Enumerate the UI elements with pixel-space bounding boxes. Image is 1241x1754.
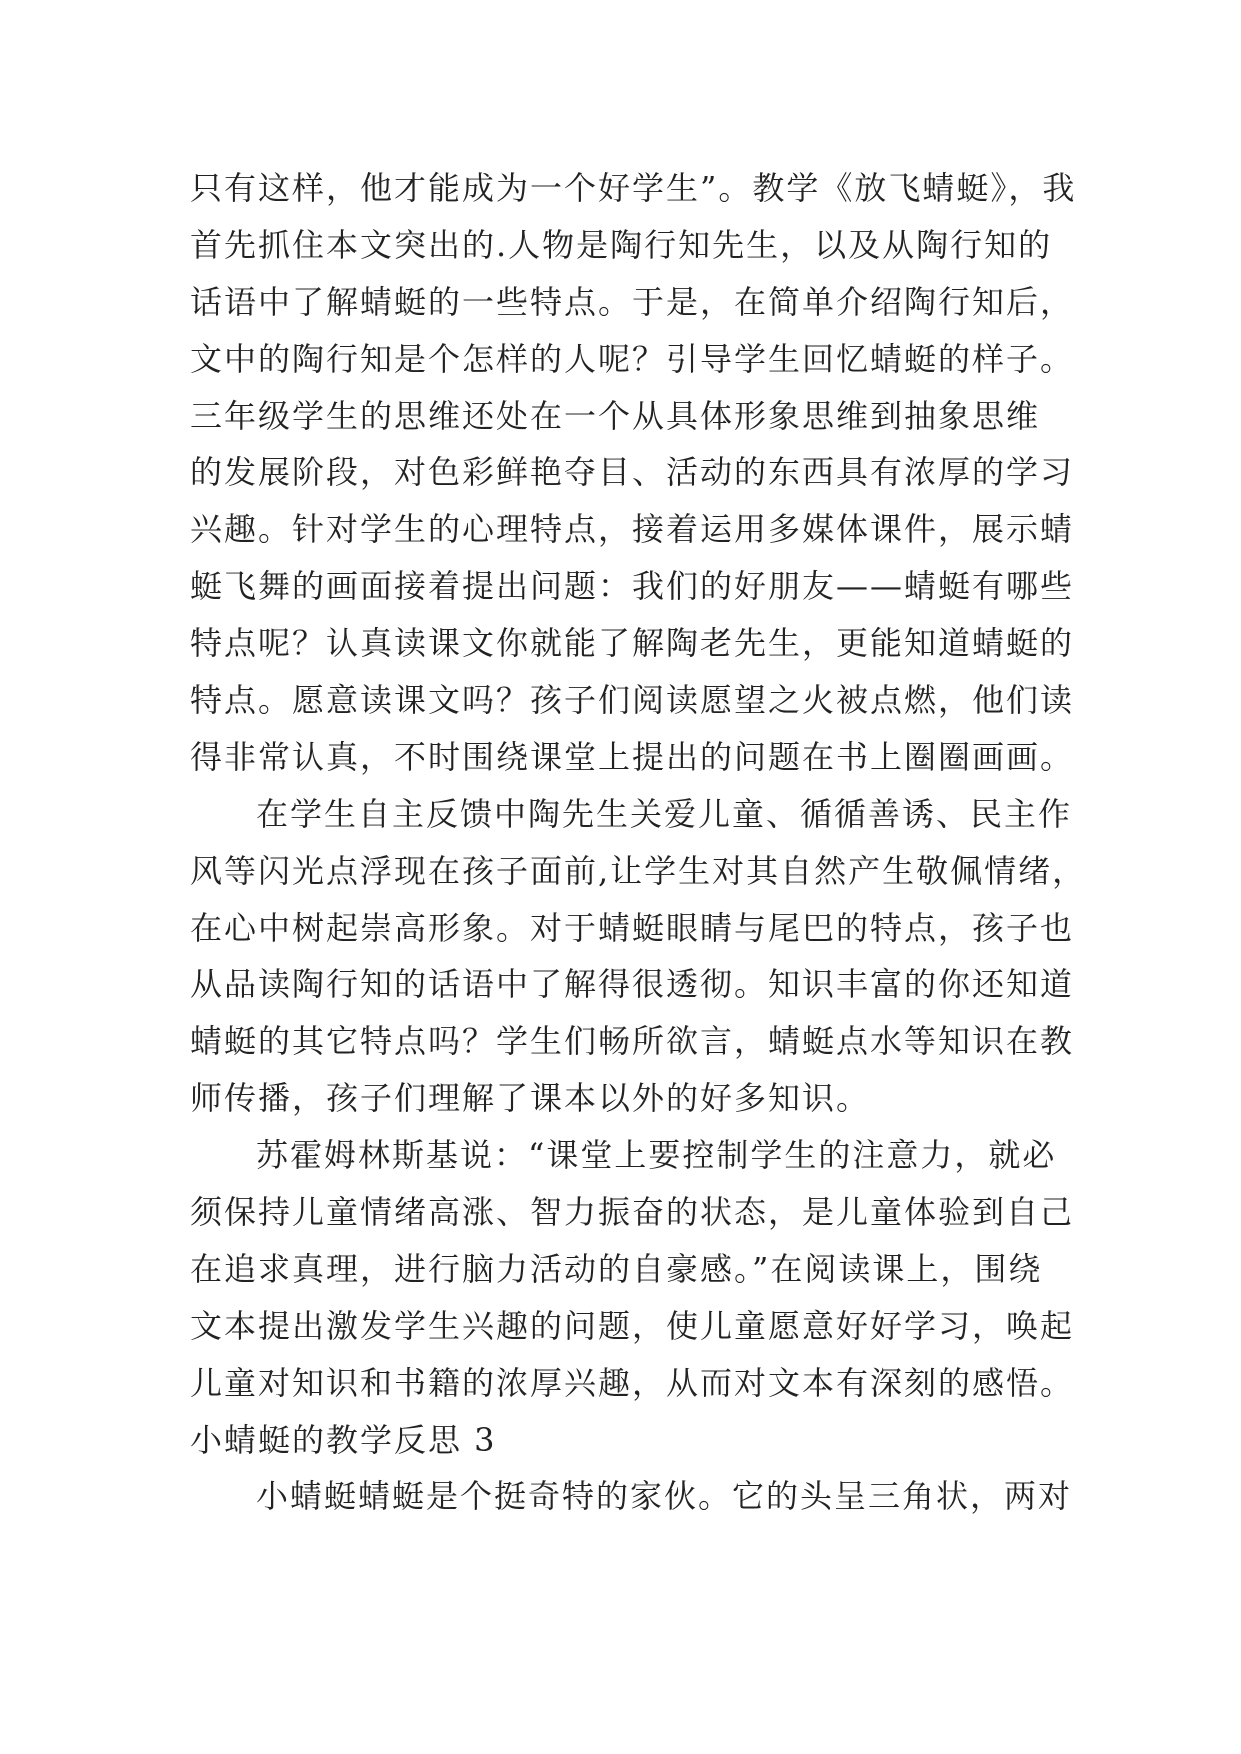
paragraph-start-line: 在学生自主反馈中陶先生关爱儿童、循循善诱、民主作 — [256, 794, 1073, 833]
text-line: 特点。愿意读课文吗？孩子们阅读愿望之火被点燃，他们读 — [190, 681, 1075, 720]
text-line: 须保持儿童情绪高涨、智力振奋的状态，是儿童体验到自己 — [190, 1193, 1075, 1232]
text-line: 从品读陶行知的话语中了解得很透彻。知识丰富的你还知道 — [190, 965, 1075, 1004]
text-line: 话语中了解蜻蜓的一些特点。于是，在简单介绍陶行知后， — [190, 282, 1075, 321]
section-heading: 小蜻蜓的教学反思 3 — [190, 1420, 497, 1459]
text-line: 的发展阶段，对色彩鲜艳夺目、活动的东西具有浓厚的学习 — [190, 453, 1075, 492]
text-line: 风等闪光点浮现在孩子面前,让学生对其自然产生敬佩情绪， — [190, 851, 1087, 890]
document-body — [190, 160, 1087, 1525]
text-line: 三年级学生的思维还处在一个从具体形象思维到抽象思维 — [190, 396, 1041, 435]
text-line: 兴趣。针对学生的心理特点，接着运用多媒体课件，展示蜻 — [190, 510, 1075, 549]
text-line: 只有这样，他才能成为一个好学生”。教学《放飞蜻蜓》，我 — [190, 169, 1077, 207]
text-line: 在追求真理，进行脑力活动的自豪感。”在阅读课上，围绕 — [190, 1249, 1043, 1288]
text-line: 文中的陶行知是个怎样的人呢？引导学生回忆蜻蜓的样子。 — [190, 339, 1075, 378]
paragraph-start-line: 苏霍姆林斯基说：“课堂上要控制学生的注意力，就必 — [256, 1136, 1057, 1175]
text-line: 蜻蜓的其它特点吗？学生们畅所欲言，蜻蜓点水等知识在教 — [190, 1022, 1075, 1061]
text-line: 蜓飞舞的画面接着提出问题：我们的好朋友——蜻蜓有哪些 — [190, 567, 1075, 606]
text-line: 儿童对知识和书籍的浓厚兴趣，从而对文本有深刻的感悟。 — [190, 1363, 1075, 1402]
text-line: 师传播，孩子们理解了课本以外的好多知识。 — [190, 1079, 871, 1118]
text-line: 在心中树起崇高形象。对于蜻蜓眼睛与尾巴的特点，孩子也 — [190, 908, 1075, 947]
text-line: 首先抓住本文突出的.人物是陶行知先生，以及从陶行知的 — [190, 225, 1053, 264]
text-line: 得非常认真，不时围绕课堂上提出的问题在书上圈圈画画。 — [190, 737, 1075, 776]
paragraph-start-line: 小蜻蜓蜻蜓是个挺奇特的家伙。它的头呈三角状，两对 — [256, 1477, 1073, 1516]
text-line: 文本提出激发学生兴趣的问题，使儿童愿意好好学习，唤起 — [190, 1306, 1075, 1345]
text-line: 特点呢？认真读课文你就能了解陶老先生，更能知道蜻蜓的 — [190, 624, 1075, 663]
